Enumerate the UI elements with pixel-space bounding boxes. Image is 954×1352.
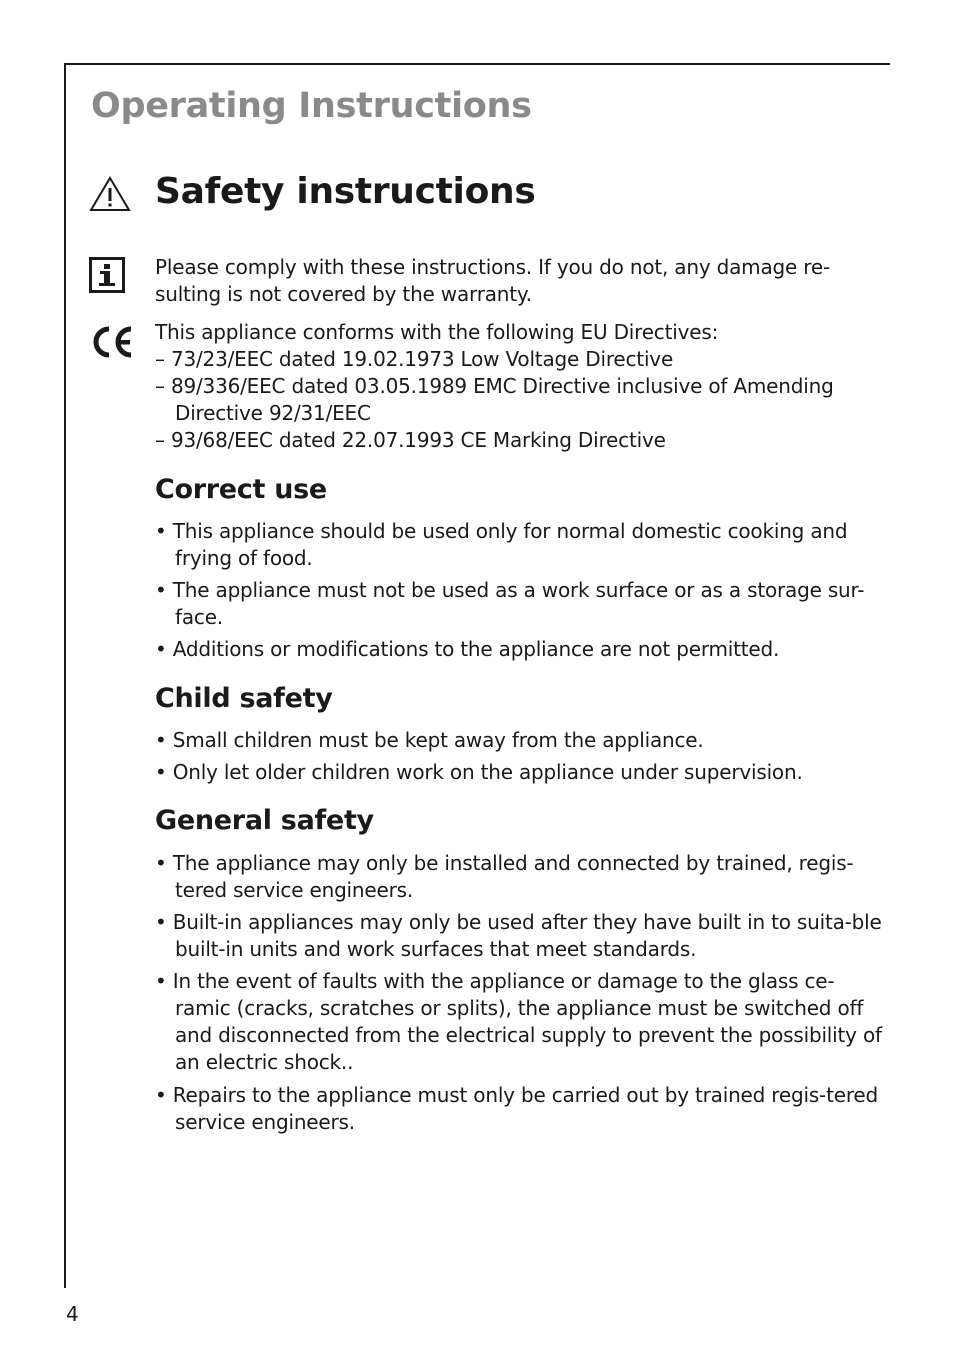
page-frame-top-rule (64, 63, 890, 65)
section-title: Safety instructions (155, 171, 536, 212)
child-safety-heading: Child safety (155, 683, 333, 714)
ce-intro: This appliance conforms with the following EU Directives: (155, 320, 719, 344)
page-frame-left-rule (64, 63, 66, 1288)
ce-mark-icon (89, 321, 135, 363)
child-safety-item: • Only let older children work on the appliance under supervision. (155, 760, 803, 784)
correct-use-item: • Additions or modifications to the appliance are not permitted. (155, 637, 780, 661)
warranty-note-line-1: Please comply with these instructions. If you do not, any damage re- (155, 255, 830, 279)
general-safety-item: • Repairs to the appliance must only be carried out by trained regis-tered service engineers. (155, 1083, 879, 1134)
warranty-note (155, 254, 867, 308)
page-title: Operating Instructions (91, 86, 532, 126)
correct-use-item: • The appliance must not be used as a work surface or as a storage sur-face. (155, 578, 865, 629)
page-number: 4 (66, 1302, 79, 1326)
general-safety-item: • The appliance may only be installed and connected by trained, regis-tered service engineers. (155, 851, 854, 902)
general-safety-item: • In the event of faults with the appliance or damage to the glass ce-ramic (cracks, scratches or splits), the appliance must be switched off and disconnected from the electrical supply to prevent the possibility of an electric shock.. (155, 969, 882, 1074)
correct-use-item: • This appliance should be used only for normal domestic cooking and frying of food. (155, 519, 848, 570)
child-safety-item: • Small children must be kept away from the appliance. (155, 728, 704, 752)
general-safety-heading: General safety (155, 805, 374, 836)
directive-item: – 89/336/EEC dated 03.05.1989 EMC Directive inclusive of Amending Directive 92/31/EEC (155, 374, 834, 425)
general-safety-item: • Built-in appliances may only be used after they have built in to suita-ble built-in units and work surfaces that meet standards. (155, 910, 882, 961)
warranty-note-line-2: sulting is not covered by the warranty. (155, 282, 532, 306)
correct-use-heading: Correct use (155, 474, 327, 505)
warning-triangle-icon (89, 176, 131, 212)
directive-item: – 73/23/EEC dated 19.02.1973 Low Voltage Directive (155, 347, 674, 371)
info-icon (89, 257, 125, 293)
directive-item: – 93/68/EEC dated 22.07.1993 CE Marking Directive (155, 428, 666, 452)
